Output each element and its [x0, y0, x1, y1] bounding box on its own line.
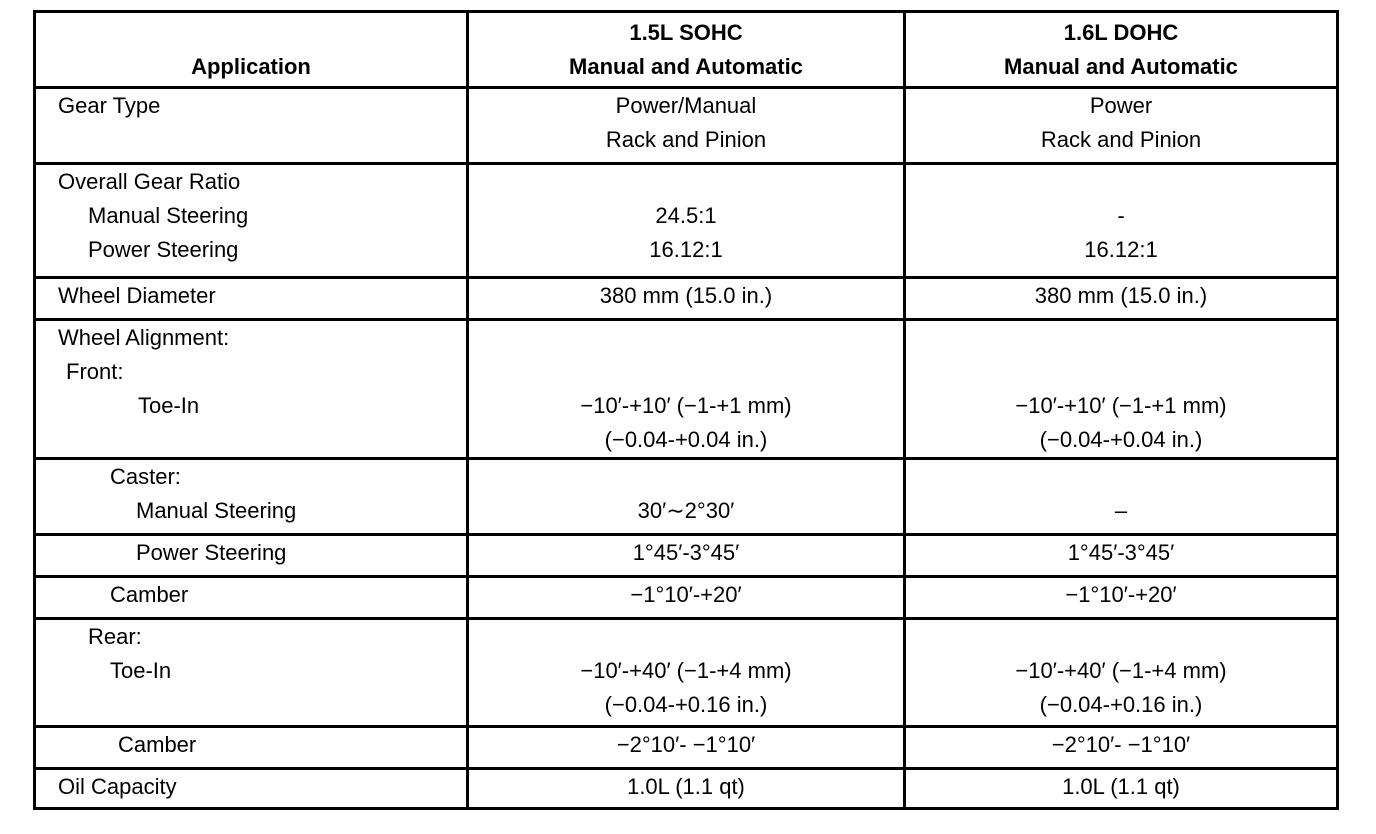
wheel-diameter-1-5l: 380 mm (15.0 in.) — [467, 278, 904, 320]
rear-toe-in-1-6l: −10′-+40′ (−1-+4 mm) (−0.04-+0.16 in.) — [904, 619, 1337, 727]
steering-specifications-table — [33, 10, 1339, 810]
row-wheel-diameter — [35, 278, 1338, 320]
gear-type-1-5l: Power/Manual Rack and Pinion — [467, 88, 904, 164]
row-gear-type — [35, 88, 1338, 164]
header-1-5l-sohc: 1.5L SOHC Manual and Automatic — [467, 12, 904, 88]
front-toe-in-label: Wheel Alignment: Front: Toe-In — [35, 320, 468, 459]
row-front-camber — [35, 577, 1338, 619]
header-1-6l-dohc: 1.6L DOHC Manual and Automatic — [904, 12, 1337, 88]
oil-capacity-1-6l: 1.0L (1.1 qt) — [904, 769, 1337, 809]
header-row — [35, 12, 1338, 88]
wheel-diameter-label: Wheel Diameter — [35, 278, 468, 320]
oil-capacity-label: Oil Capacity — [35, 769, 468, 809]
rear-camber-1-6l: −2°10′- −1°10′ — [904, 727, 1337, 769]
caster-power-1-6l: 1°45′-3°45′ — [904, 535, 1337, 577]
front-camber-label: Camber — [35, 577, 468, 619]
gear-ratio-1-6l: - 16.12:1 — [904, 164, 1337, 278]
rear-toe-in-label: Rear: Toe-In — [35, 619, 468, 727]
rear-toe-in-1-5l: −10′-+40′ (−1-+4 mm) (−0.04-+0.16 in.) — [467, 619, 904, 727]
wheel-diameter-1-6l: 380 mm (15.0 in.) — [904, 278, 1337, 320]
gear-type-label: Gear Type — [35, 88, 468, 164]
gear-ratio-1-5l: 24.5:1 16.12:1 — [467, 164, 904, 278]
header-application: Application — [35, 12, 468, 88]
oil-capacity-1-5l: 1.0L (1.1 qt) — [467, 769, 904, 809]
caster-manual-label: Caster: Manual Steering — [35, 459, 468, 535]
row-rear-toe-in — [35, 619, 1338, 727]
caster-manual-1-6l: – — [904, 459, 1337, 535]
row-oil-capacity — [35, 769, 1338, 809]
caster-manual-1-5l: 30′∼2°30′ — [467, 459, 904, 535]
front-toe-in-1-5l: −10′-+10′ (−1-+1 mm) (−0.04-+0.04 in.) — [467, 320, 904, 459]
row-caster-manual — [35, 459, 1338, 535]
gear-ratio-label: Overall Gear Ratio Manual Steering Power Steering — [35, 164, 468, 278]
caster-power-label: Power Steering — [35, 535, 468, 577]
row-overall-gear-ratio — [35, 164, 1338, 278]
row-front-toe-in — [35, 320, 1338, 459]
front-toe-in-1-6l: −10′-+10′ (−1-+1 mm) (−0.04-+0.04 in.) — [904, 320, 1337, 459]
rear-camber-label: Camber — [35, 727, 468, 769]
front-camber-1-5l: −1°10′-+20′ — [467, 577, 904, 619]
row-rear-camber — [35, 727, 1338, 769]
caster-power-1-5l: 1°45′-3°45′ — [467, 535, 904, 577]
rear-camber-1-5l: −2°10′- −1°10′ — [467, 727, 904, 769]
gear-type-1-6l: Power Rack and Pinion — [904, 88, 1337, 164]
front-camber-1-6l: −1°10′-+20′ — [904, 577, 1337, 619]
row-caster-power — [35, 535, 1338, 577]
